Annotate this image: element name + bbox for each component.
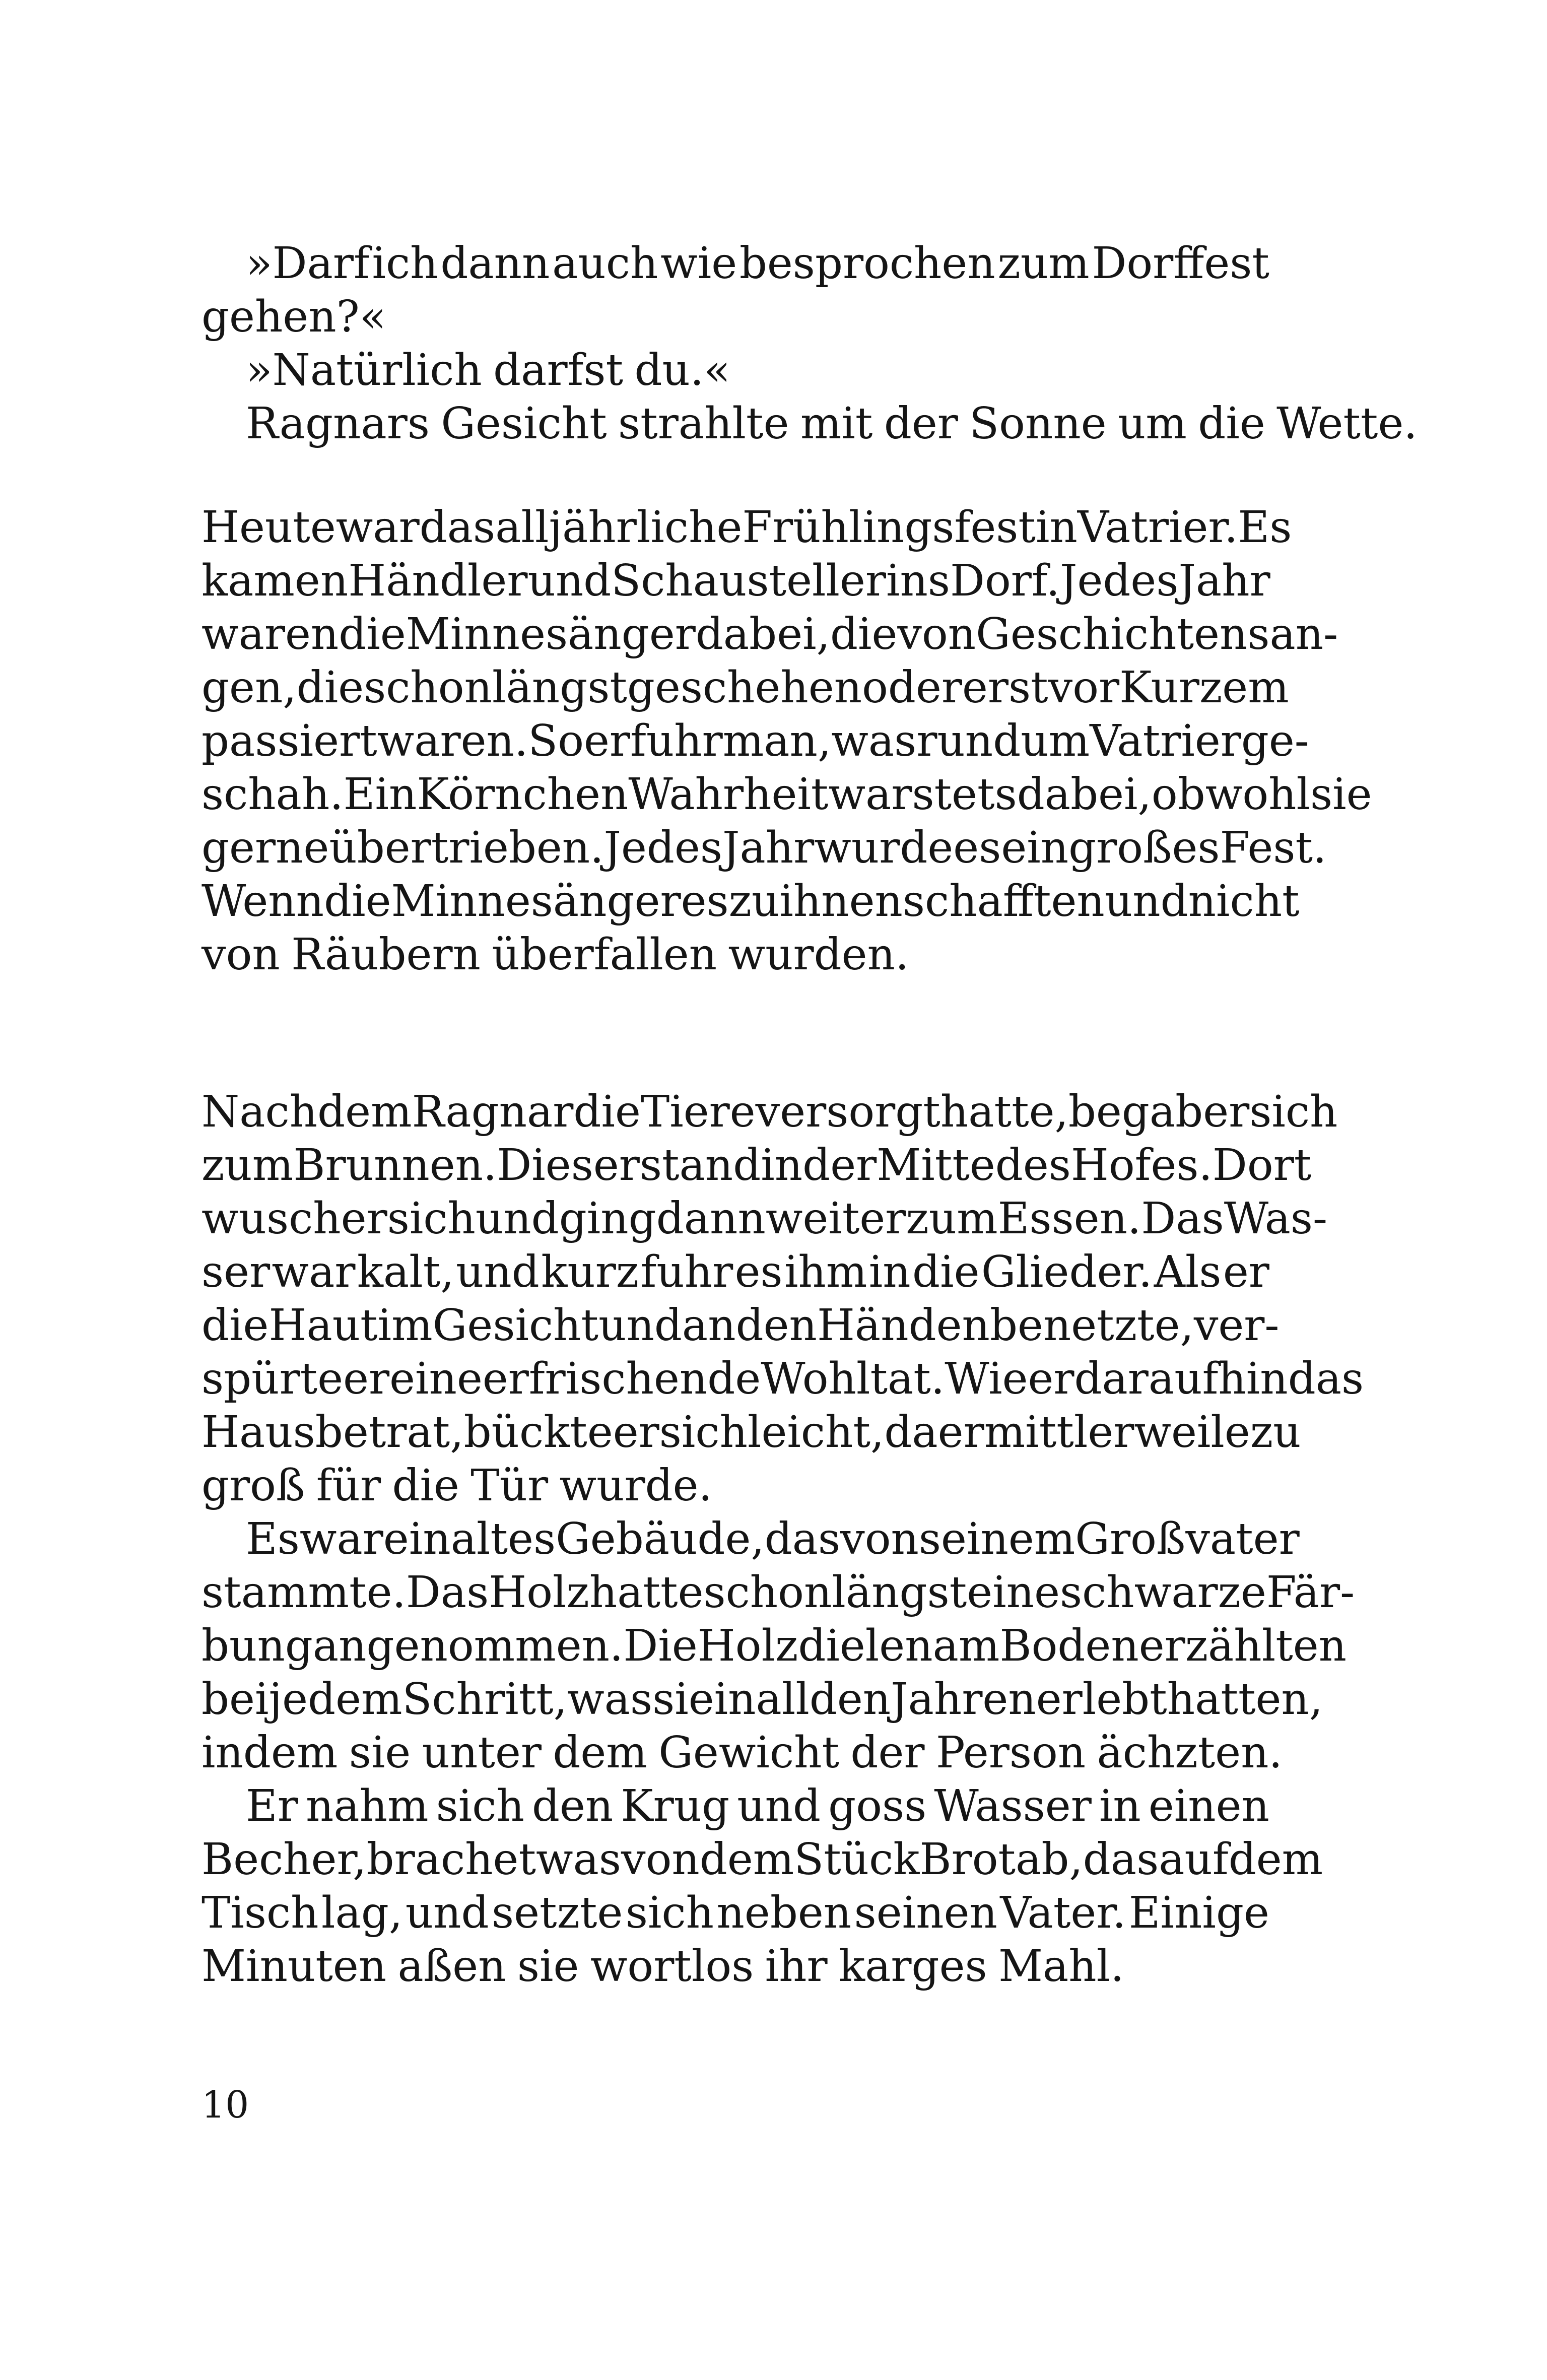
paragraph-p3 [201, 397, 1418, 450]
text-line: »Darf ich dann auch wie besprochen zum Dorffest [246, 238, 1269, 289]
paragraph-p4 [201, 501, 1372, 981]
text-line: indem sie unter dem Gewicht der Person ächzten. [201, 1728, 1283, 1778]
text-line: bei jedem Schritt, was sie in all den Jahren erlebt hatten, [201, 1674, 1323, 1725]
text-line: Nachdem Ragnar die Tiere versorgt hatte, begab er sich [201, 1087, 1338, 1137]
text-line: kamen Händler und Schausteller ins Dorf. Jedes Jahr [201, 556, 1270, 606]
text-line: Er nahm sich den Krug und goss Wasser in einen [246, 1781, 1269, 1831]
text-line: waren die Minnesänger dabei, die von Geschichten san- [201, 609, 1338, 659]
text-line: schah. Ein Körnchen Wahrheit war stets dabei, obwohl sie [201, 769, 1372, 820]
text-line: Wenn die Minnesänger es zu ihnen schafften und nicht [201, 876, 1300, 927]
text-line: Haus betrat, bückte er sich leicht, da er mittlerweile zu [201, 1407, 1301, 1458]
book-page-body [201, 237, 1418, 1993]
paragraph-p6 [201, 1512, 1355, 1779]
text-line: groß für die Tür wurde. [201, 1461, 712, 1511]
page-number: 10 [201, 2083, 249, 2127]
text-line: von Räubern überfallen wurden. [201, 930, 909, 980]
text-line: ser war kalt, und kurz fuhr es ihm in die Glieder. Als er [201, 1247, 1269, 1297]
text-line: Ragnars Gesicht strahlte mit der Sonne um die Wette. [246, 399, 1418, 449]
text-line: »Natürlich darfst du.« [246, 345, 730, 395]
text-line: bung angenommen. Die Holzdielen am Boden erzählten [201, 1621, 1347, 1671]
paragraph-p1 [201, 237, 1269, 344]
text-line: wusch er sich und ging dann weiter zum Essen. Das Was- [201, 1194, 1328, 1244]
text-line: Minuten aßen sie wortlos ihr karges Mahl. [201, 1941, 1124, 1992]
text-block [201, 237, 1418, 1993]
text-line: gehen?« [201, 292, 386, 342]
text-line: die Haut im Gesicht und an den Händen benetzte, ver- [201, 1300, 1280, 1351]
paragraph-gap [201, 450, 1269, 501]
text-line: Heute war das alljährliche Frühlingsfest in Vatrier. Es [201, 502, 1292, 553]
section-gap [201, 981, 1269, 1085]
text-line: gerne übertrieben. Jedes Jahr wurde es ein großes Fest. [201, 823, 1327, 873]
text-line: spürte er eine erfrischende Wohltat. Wie er daraufhin das [201, 1354, 1364, 1404]
text-line: Becher, brach etwas von dem Stück Brot ab, das auf dem [201, 1834, 1323, 1885]
text-line: gen, die schon längst geschehen oder erst vor Kurzem [201, 663, 1289, 713]
paragraph-p7 [201, 1779, 1323, 1993]
text-line: stammte. Das Holz hatte schon längst eine schwarze Fär- [201, 1567, 1355, 1618]
paragraph-p5 [201, 1085, 1364, 1512]
text-line: passiert waren. So erfuhr man, was rund um Vatrier ge- [201, 716, 1309, 766]
text-line: Es war ein altes Gebäude, das von seinem Großvater [246, 1514, 1300, 1564]
text-line: zum Brunnen. Dieser stand in der Mitte des Hofes. Dort [201, 1140, 1312, 1191]
text-line: Tisch lag, und setzte sich neben seinen Vater. Einige [201, 1888, 1269, 1938]
paragraph-p2 [201, 344, 1269, 397]
